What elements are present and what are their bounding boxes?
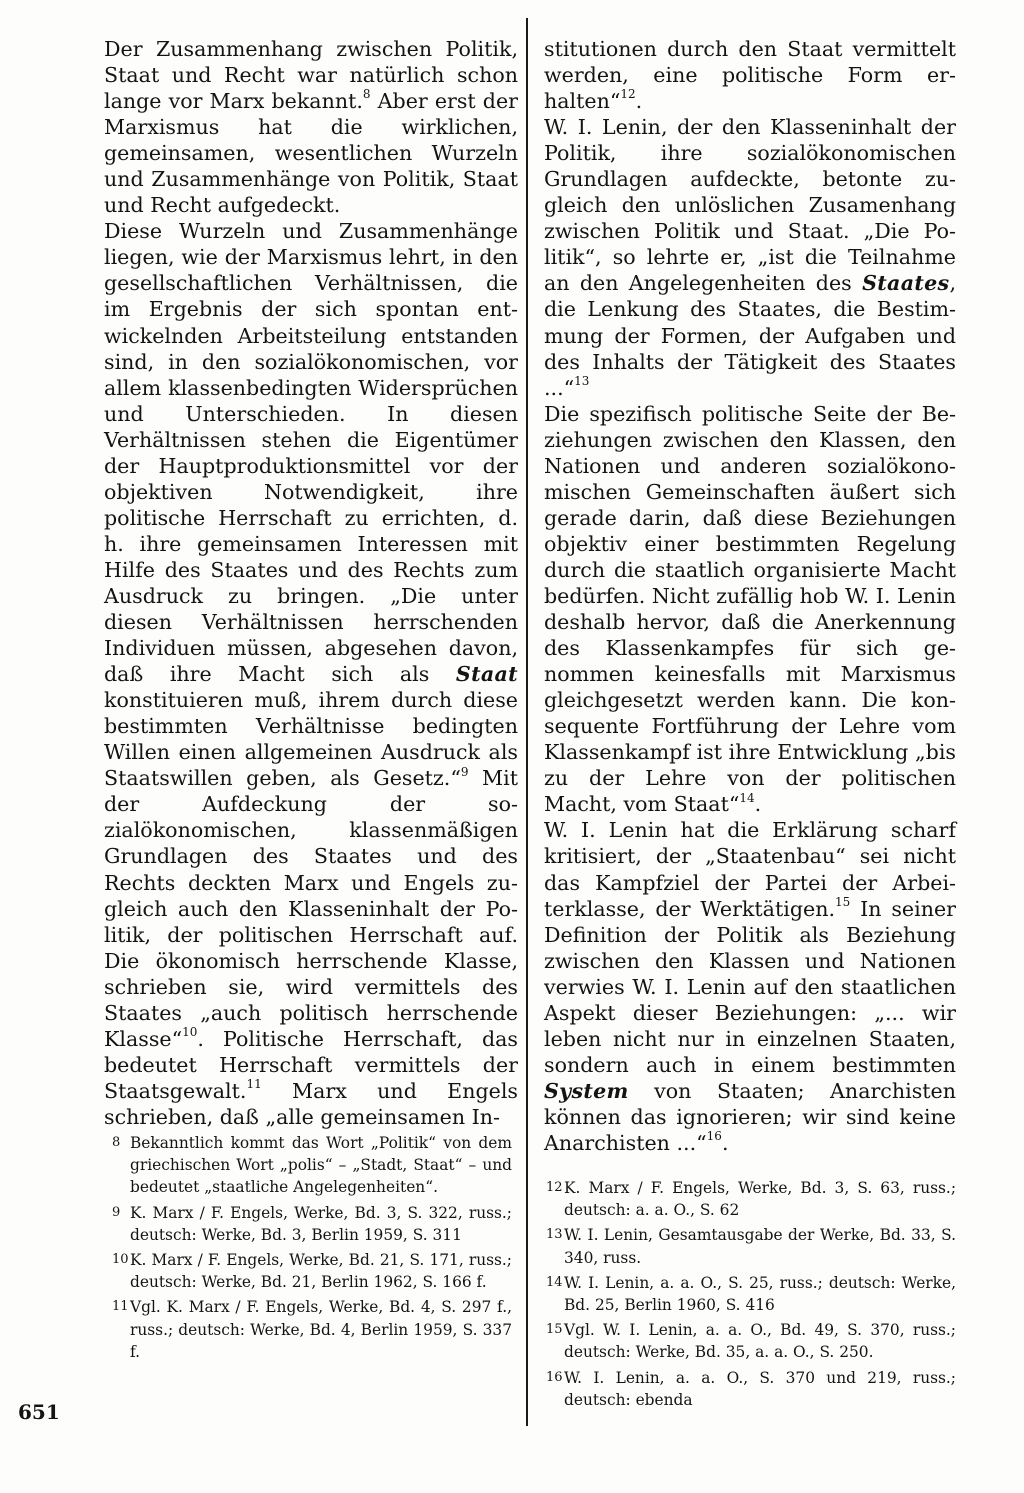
footnotes-left <box>112 1132 512 1366</box>
footnote-ref: 15 <box>835 894 851 909</box>
paragraph: Diese Wurzeln und Zusammenhänge liegen, wie der Marxismus lehrt, in den gesellschaftlichen Verhältnissen, die im Ergebnis der sich spontan entwickelnden Arbeitsteilung entstanden sind, in den sozialökonomischen, vor allem klassenbedingten Widersprüchen und Unterschieden. In diesen Verhältnissen stehen die Eigentümer der Hauptproduktionsmittel vor der objektiven Notwendigkeit, ihre politische Herrschaft zu errichten, d. h. ihre gemeinsamen Interessen mit Hilfe des Staates und des Rechts zum Ausdruck zu bringen. „Die unter diesen Verhältnissen herrschenden Individuen müssen, abgesehen davon, daß ihre Macht sich als Staat konstituieren muß, ihrem durch diese bestimmten Verhältnisse bedingten Willen einen allgemeinen Ausdruck als Staatswillen geben, als Gesetz.“$^9$ Mit der Aufdeckung der sozialökonomischen, klassenmäßigen Grundlagen des Staates und des Rechts deckten Marx und Engels zugleich auch den Klasseninhalt der Politik, der politischen Herrschaft auf. Die ökonomisch herrschende Klasse, schrieben sie, wird vermittels des Staates „auch politisch herrschende Klasse“$^{10}$. Politische Herrschaft, das bedeutet Herrschaft vermittels der Staatsgewalt.$^{11}$ Marx und Engels schrieben, daß „alle gemeinsamen In- <box>104 219 518 1129</box>
footnote: 14 W. I. Lenin, a. a. O., S. 25, russ.; deutsch: Werke, Bd. 25, Berlin 1960, S. 416 <box>546 1273 956 1315</box>
page-number: 651 <box>18 1400 60 1424</box>
paragraph: W. I. Lenin hat die Erklärung scharf kritisiert, der „Staatenbau“ sei nicht das Kampfziel der Partei der Arbeiterklasse, der Werktätigen.$^{15}$ In seiner Definition der Politik als Beziehung zwischen den Klassen und Nationen verwies W. I. Lenin auf den staatlichen Aspekt dieser Beziehungen: „... wir leben nicht nur in einzelnen Staaten, sondern auch in einem bestimmten System von Staaten; Anarchisten können das ignorieren; wir sind keine Anarchisten ...“$^{16}$. <box>544 818 956 1155</box>
footnote: 12 K. Marx / F. Engels, Werke, Bd. 3, S. 63, russ.; deutsch: a. a. O., S. 62 <box>546 1179 956 1220</box>
paragraph: Der Zusammenhang zwischen Politik, Staat und Recht war natürlich schon lange vor Marx bekannt.$^8$ Aber erst der Marxismus hat die wirklichen, gemeinsamen, wesentlichen Wurzeln und Zusammenhänge von Politik, Staat und Recht aufgedeckt. <box>104 37 518 218</box>
paragraph: W. I. Lenin, der den Klasseninhalt der Politik, ihre sozialökonomischen Grundlagen aufdeckte, betonte zugleich den unlöslichen Zusamenhang zwischen Politik und Staat. „Die Politik“, so lehrte er, „ist die Teilnahme an den Angelegenheiten des Staates, die Lenkung des Staates, die Bestimmung der Formen, der Aufgaben und des Inhalts der Tätigkeit des Staates ...“$^{13}$ <box>544 115 956 400</box>
footnote: 16 W. I. Lenin, a. a. O., S. 370 und 219, russ.; deutsch: ebenda <box>546 1368 956 1409</box>
footnote-ref: 12 <box>620 87 636 102</box>
footnote-ref: 13 <box>574 373 590 388</box>
left-column <box>104 36 518 1130</box>
footnote-ref: 11 <box>246 1077 262 1092</box>
footnote: 9 K. Marx / F. Engels, Werke, Bd. 3, S. 322, russ.; deutsch: Werke, Bd. 3, Berlin 1959, S. 311 <box>112 1203 512 1244</box>
footnotes-right <box>546 1177 956 1414</box>
footnote: 15 Vgl. W. I. Lenin, a. a. O., Bd. 49, S. 370, russ.; deutsch: Werke, Bd. 35, a. a. O., S. 250. <box>546 1321 956 1362</box>
footnote: 8 Bekanntlich kommt das Wort „Politik“ von dem griechischen Wort „polis“ – „Stadt, Staat“ – und bedeutet „staatliche Angelegenheiten“. <box>112 1134 512 1197</box>
right-column <box>544 36 956 1156</box>
footnote: 13 W. I. Lenin, Gesamtausgabe der Werke, Bd. 33, S. 340, russ. <box>546 1226 956 1267</box>
footnote-ref: 10 <box>182 1025 198 1040</box>
paragraph: Die spezifisch politische Seite der Beziehungen zwischen den Klassen, den Nationen und anderen sozialökonomischen Gemeinschaften äußert sich gerade darin, daß diese Beziehungen objektiv einer bestimmten Regelung durch die staatlich organisierte Macht bedürfen. Nicht zufällig hob W. I. Lenin deshalb hervor, daß die Anerkennung des Klassenkampfes für sich genommen keinesfalls mit Marxismus gleichgesetzt werden kann. Die konsequente Fortführung der Lehre vom Klassenkampf ist ihre Entwicklung „bis zu der Lehre von der politischen Macht, vom Staat“$^{14}$. <box>544 401 956 817</box>
footnote-ref: 14 <box>739 790 755 805</box>
footnote-ref: 9 <box>460 764 469 779</box>
footnote: 11 Vgl. K. Marx / F. Engels, Werke, Bd. 4, S. 297 f., russ.; deutsch: Werke, Bd. 4, Berlin 1959, S. 337 f. <box>112 1298 512 1361</box>
footnote: 10 K. Marx / F. Engels, Werke, Bd. 21, S. 171, russ.; deutsch: Werke, Bd. 21, Berlin 1962, S. 166 f. <box>112 1251 512 1292</box>
footnote-ref: 8 <box>362 87 371 102</box>
paragraph: stitutionen durch den Staat vermittelt werden, eine politische Form erhalten“$^{12}$. <box>544 37 956 114</box>
column-divider <box>526 18 528 1426</box>
footnote-ref: 16 <box>706 1129 722 1144</box>
